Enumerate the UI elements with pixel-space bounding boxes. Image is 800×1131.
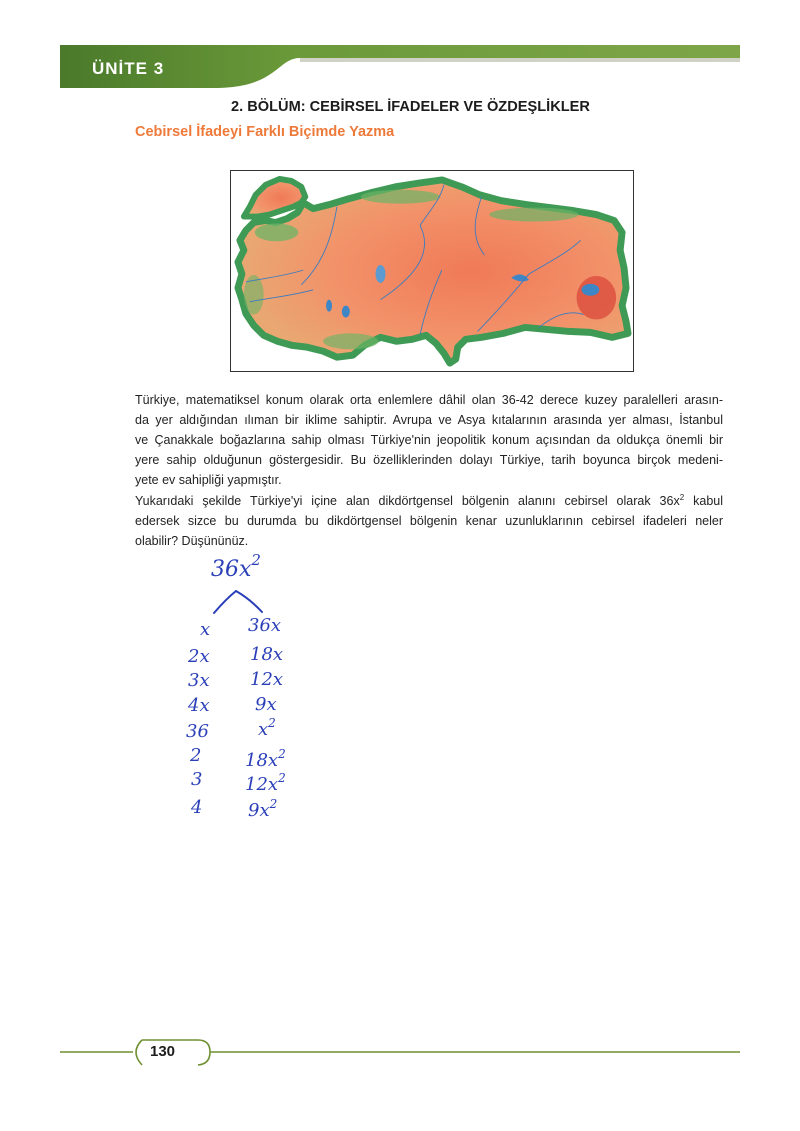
hw-exponent: 2 (251, 551, 261, 569)
hw-text: 18x (245, 750, 279, 771)
turkey-map-figure (230, 170, 634, 372)
hw-exponent: 2 (269, 797, 278, 811)
lake-tuz-icon (376, 265, 386, 283)
hw-right-factor (248, 616, 281, 636)
hw-text: 12x (245, 774, 279, 795)
paragraph-line: Türkiye, matematiksel konum olarak orta enlemlere dâhil olan 36-42 derece kuzey paralelleri arasın- (135, 393, 723, 407)
map-green-patch-north (361, 190, 440, 204)
exponent: 2 (679, 493, 685, 502)
page-footer-rule (0, 1030, 800, 1075)
paragraph-line (135, 491, 723, 511)
paragraph-line: ve Çanakkale boğazlarına sahip olması Türkiye'nin jeopolitik konum açısından da oldukça önemli bir (135, 433, 723, 447)
section-subtitle: Cebirsel İfadeyi Farklı Biçimde Yazma (135, 124, 395, 140)
paragraph-line: edersek sizce bu durumda bu dikdörtgensel bölgenin kenar uzunluklarının cebirsel ifadeleri neler (135, 514, 723, 528)
map-green-patch-west (244, 275, 264, 315)
hw-right-factor (245, 771, 286, 795)
hw-text: x (258, 719, 269, 740)
page-number: 130 (150, 1043, 176, 1060)
hw-right-factor (250, 670, 283, 690)
hw-text: 36x (248, 615, 282, 636)
hw-right-factor (258, 716, 276, 740)
question-paragraph (135, 491, 723, 551)
hw-right-factor (255, 695, 277, 715)
hw-left-factor: 4 (191, 797, 203, 818)
hw-text: 9x (248, 800, 270, 821)
lake-egirdir-icon (326, 300, 332, 312)
hw-left-factor: 2 (190, 745, 202, 766)
hw-right-factor (250, 645, 283, 665)
hw-left-factor: 4x (188, 695, 210, 716)
hw-left-factor: 3 (191, 769, 203, 790)
paragraph-line: olabilir? Düşününüz. (135, 534, 249, 548)
hw-exponent: 2 (268, 716, 276, 730)
question-text: Yukarıdaki şekilde Türkiye'yi içine alan dikdörtgensel bölgenin alanını cebirsel olarak 36x (135, 494, 680, 508)
lake-van-icon (582, 284, 600, 296)
question-text: kabul (684, 494, 724, 508)
header-shadow-line (300, 58, 740, 62)
map-green-patch-south (323, 333, 378, 349)
branch-left (214, 591, 236, 613)
hw-exponent: 2 (278, 771, 286, 785)
hw-right-factor (248, 797, 278, 821)
map-green-patch-northeast (489, 208, 578, 222)
section-title: 2. BÖLÜM: CEBİRSEL İFADELER VE ÖZDEŞLİKLER (231, 99, 590, 115)
hw-left-factor: 36 (186, 721, 209, 742)
hw-left-factor: x (200, 619, 211, 640)
handwritten-area-expression (211, 551, 261, 582)
turkey-map-icon (231, 171, 633, 371)
map-highland-east (577, 276, 617, 320)
paragraph-line: yere sahip olduğunun göstergesidir. Bu özelliklerinden dolayı Türkiye, tarih boyunca birçok medeni- (135, 453, 723, 467)
paragraph-line: da yer aldığından ılıman bir iklime sahiptir. Avrupa ve Asya kıtalarının arasında yer alması, İstanbul (135, 413, 723, 427)
hw-left-factor: 2x (188, 646, 210, 667)
paragraph-line: yete ev sahipliği yapmıştır. (135, 473, 282, 487)
branch-right (236, 591, 262, 612)
hw-left-factor: 3x (188, 670, 210, 691)
hw-text: 18x (250, 644, 284, 665)
intro-paragraph (135, 390, 723, 490)
hw-text: 9x (255, 694, 277, 715)
hw-right-factor (245, 747, 286, 771)
lake-beysehir-icon (342, 306, 350, 318)
footer-bracket-left (136, 1040, 142, 1065)
hw-text: 36x (211, 557, 252, 582)
map-green-patch-northwest (255, 223, 299, 241)
hw-text: 12x (250, 669, 284, 690)
hw-exponent: 2 (278, 747, 286, 761)
unit-label: ÜNİTE 3 (92, 59, 165, 78)
